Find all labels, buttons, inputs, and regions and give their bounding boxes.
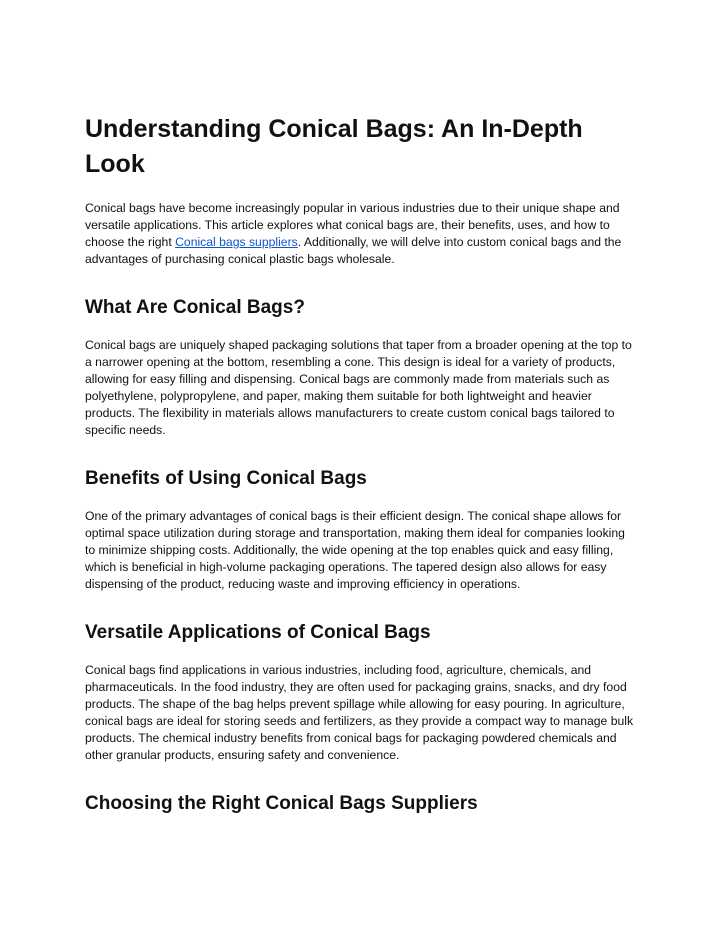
section-heading-applications: Versatile Applications of Conical Bags [85, 622, 431, 643]
document-content [85, 112, 637, 833]
intro-text-before-link: Conical bags have become increasingly popular in various industries due to their unique shape and versatile applications. This article explores what conical bags are, their benefits, uses, and how to choose the right [85, 201, 620, 249]
section-body-applications: Conical bags find applications in various industries, including food, agriculture, chemicals, and pharmaceuticals. In the food industry, they are often used for packaging grains, snacks, and dry food products. The shape of the bag helps prevent spillage while allowing for easy pouring. In agriculture, conical bags are ideal for storing seeds and fertilizers, as they provide a compact way to manage bulk products. The chemical industry benefits from conical bags for packaging powdered chemicals and other granular products, ensuring safety and convenience. [85, 663, 634, 762]
section-heading-benefits: Benefits of Using Conical Bags [85, 468, 367, 489]
intro-paragraph [85, 200, 637, 268]
section-heading-what-are-conical-bags: What Are Conical Bags? [85, 297, 305, 318]
section-heading-choosing-suppliers: Choosing the Right Conical Bags Suppliers [85, 793, 478, 814]
page-title: Understanding Conical Bags: An In-Depth Look [85, 115, 583, 178]
section-body-what-are-conical-bags: Conical bags are uniquely shaped packaging solutions that taper from a broader opening at the top to a narrower opening at the bottom, resembling a cone. This design is ideal for a variety of products, allowing for easy filling and dispensing. Conical bags are commonly made from materials such as polyethylene, polypropylene, and paper, making them suitable for both lightweight and heavier products. The flexibility in materials allows manufacturers to create custom conical bags tailored to specific needs. [85, 338, 632, 437]
conical-bags-suppliers-link[interactable]: Conical bags suppliers [175, 235, 298, 249]
section-body-benefits: One of the primary advantages of conical bags is their efficient design. The conical shape allows for optimal space utilization during storage and transportation, making them ideal for companies looking to minimize shipping costs. Additionally, the wide opening at the top enables quick and easy filling, which is beneficial in high-volume packaging operations. The tapered design also allows for easy dispensing of the product, reducing waste and improving efficiency in operations. [85, 509, 625, 591]
intro-text-after-link: . Additionally, we will delve into custom conical bags and the advantages of purchasing conical plastic bags wholesale. [85, 235, 622, 266]
